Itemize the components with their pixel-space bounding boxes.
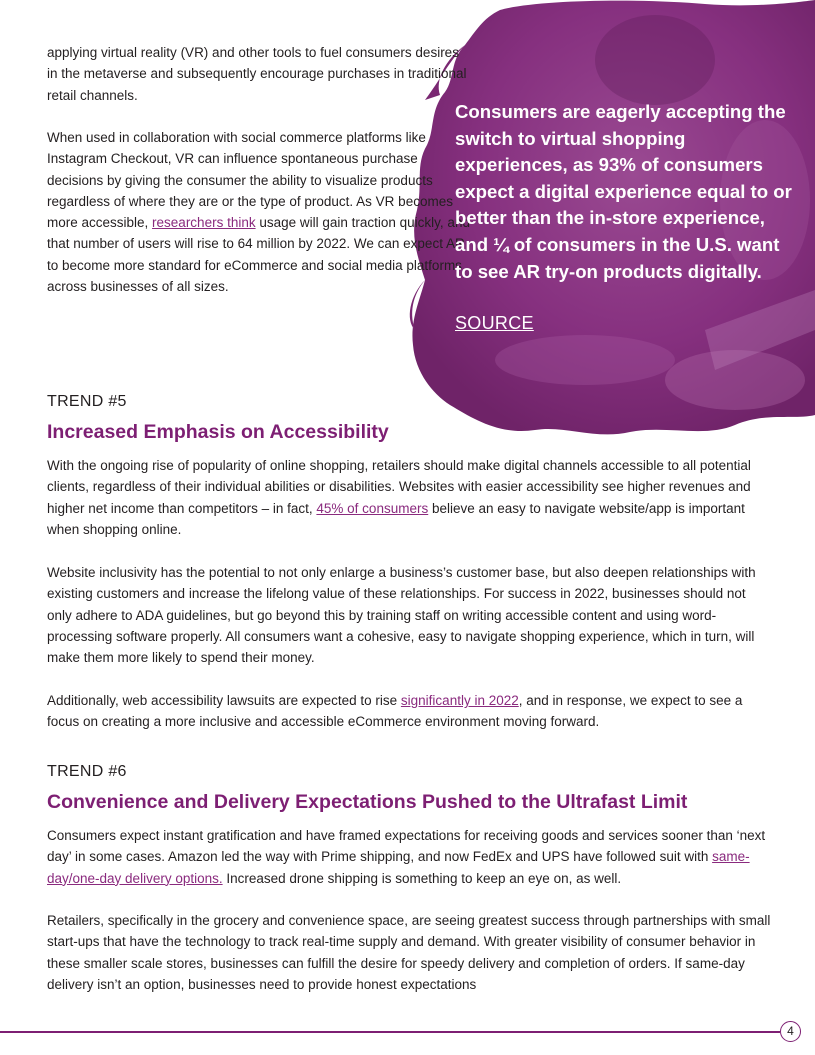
trend-6-paragraph-2: Retailers, specifically in the grocery and convenience space, are seeing greatest success through partnerships with small start-ups that have the technology to track real-time supply and demand. With greater visibility of consumer behavior in these smaller scale stores, businesses can fulfill the desire for speedy delivery and completion of orders. If same-day delivery isn’t an option, businesses need to provide honest expectations — [47, 913, 771, 992]
trend-5-text: With the ongoing rise of popularity of online shopping, retailers should make digital channels accessible to all potential clients, regardless of their individual abilities or disabilities. Websites with easier accessibility see higher revenues and higher net income than competitors – in fact, — [47, 458, 751, 516]
trend-5-paragraph-3 — [47, 690, 772, 733]
intro-paragraph-1: applying virtual reality (VR) and other tools to fuel consumers desires in the metaverse and subsequently encourage purchases in traditional retail channels. — [47, 45, 467, 103]
callout-quote: Consumers are eagerly accepting the switch to virtual shopping experiences, as 93% of consumers expect a digital experience equal to or better than the in-store experience, and ¼ of consumers in the U.S. want to see AR try-on products digitally. — [455, 101, 792, 282]
trend-6-label: TREND #6 — [47, 763, 127, 780]
trend-6-paragraph-1 — [47, 825, 772, 889]
trend-5-text: believe an easy to navigate website/app is important when shopping online. — [47, 500, 745, 537]
trend-5-label: TREND #5 — [47, 393, 127, 410]
researchers-think-link[interactable]: researchers think — [152, 215, 256, 231]
delivery-options-link[interactable]: same-day/one-day delivery options. — [47, 849, 750, 886]
trend-5-paragraph-1 — [47, 455, 772, 540]
intro-text: usage will gain traction quickly, and that number of users will rise to 64 million by 2022. We can expect AR to become more standard for eCommerce and social media platforms across businesses of all sizes. — [47, 215, 470, 295]
trend-6-heading: Convenience and Delivery Expectations Pushed to the Ultrafast Limit — [47, 791, 688, 813]
source-link[interactable]: SOURCE — [455, 313, 534, 333]
intro-paragraph-2 — [47, 127, 472, 297]
trend-6-text: Consumers expect instant gratification and have framed expectations for receiving goods and services sooner than ‘next day’ in some cases. Amazon led the way with Prime shipping, and now FedEx and UPS have followed suit with — [47, 828, 766, 865]
consumers-link[interactable]: 45% of consumers — [316, 500, 429, 516]
trend-5-text: , and in response, we expect to see a focus on creating a more inclusive and accessible eCommerce environment moving forward. — [47, 693, 743, 730]
page-number: 4 — [780, 1021, 801, 1042]
trend-5-text: Additionally, web accessibility lawsuits are expected to rise — [47, 693, 401, 708]
intro-text: When used in collaboration with social commerce platforms like Instagram Checkout, VR can influence spontaneous purchase decisions by giving the consumer the ability to visualize products regardless of where they are or the type of product. As VR becomes more accessible, — [47, 130, 453, 231]
significantly-link[interactable]: significantly in 2022 — [400, 693, 519, 708]
trend-5-heading: Increased Emphasis on Accessibility — [47, 421, 389, 443]
footer-divider — [0, 1031, 780, 1033]
trend-6-text: Increased drone shipping is something to keep an eye on, as well. — [222, 870, 622, 886]
trend-5-paragraph-2: Website inclusivity has the potential to not only enlarge a business’s customer base, but also deepen relationships with existing customers and increase the lifelong value of these relationships. For success in 2022, businesses should not only adhere to ADA guidelines, but go beyond this by training staff on writing accessible content and using word-processing software properly. All consumers want a cohesive, easy to navigate shopping experience, which in turn, will make them more likely to spend their money. — [47, 565, 756, 666]
